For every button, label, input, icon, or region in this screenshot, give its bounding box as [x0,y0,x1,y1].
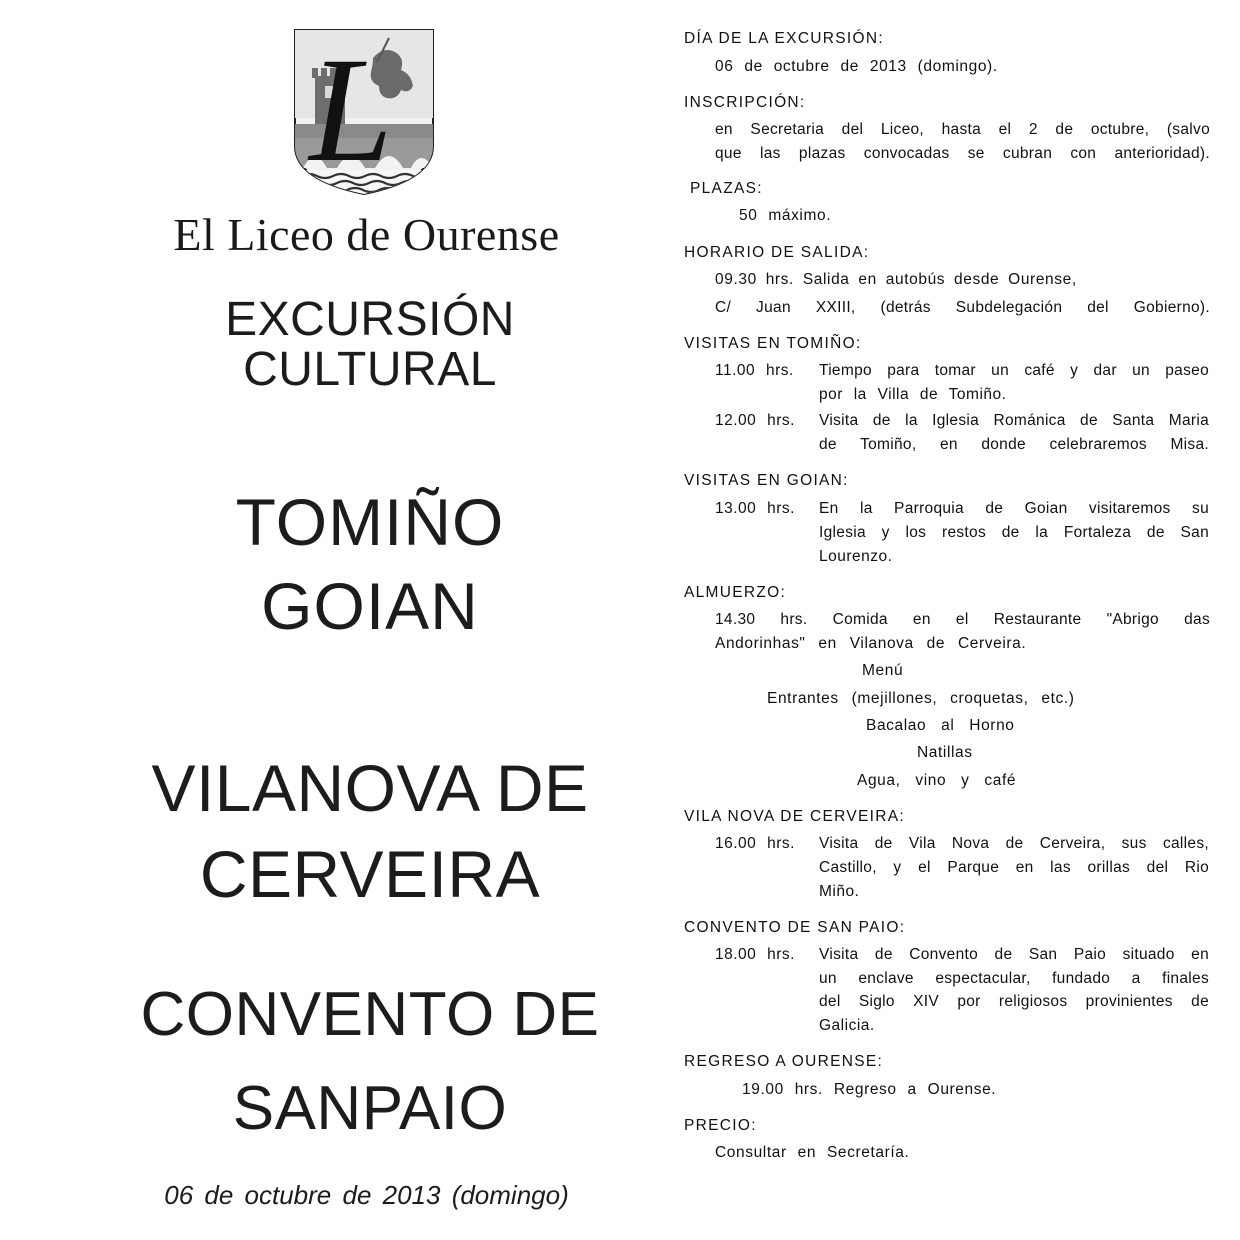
section-heading-tomino: VISITAS EN TOMIÑO: [684,335,862,352]
tomino-time-2: 12.00 hrs. [715,412,795,429]
convento-line-4: Galicia. [819,1017,875,1034]
destination-line: SANPAIO [232,1074,508,1143]
section-heading-almuerzo: ALMUERZO: [684,584,787,601]
horario-line-1: 09.30 hrs. Salida en autobús desde Ourense, [715,271,1077,288]
tomino-item1-line-2: por la Villa de Tomiño. [819,386,1007,403]
crest-emblem-icon [293,28,435,196]
menu-item: Natillas [917,744,973,761]
goian-line-3: Lourenzo. [819,548,893,565]
section-heading-regreso: REGRESO A OURENSE: [684,1053,884,1070]
destination-line: VILANOVA DE [151,751,589,825]
title-line-2: CULTURAL [243,343,497,396]
convento-line-2: un enclave espectacular, fundado a finales [819,970,1209,987]
inscripcion-line-2: que las plazas convocadas se cubran con anterioridad). [715,145,1210,162]
regreso-text: 19.00 hrs. Regreso a Ourense. [742,1081,997,1098]
section-heading-inscripcion: INSCRIPCIÓN: [684,94,806,111]
tomino-item1-line-1: Tiempo para tomar un café y dar un paseo [819,362,1209,379]
menu-item: Entrantes (mejillones, croquetas, etc.) [767,690,1075,707]
destination-line: CONVENTO DE [140,980,600,1049]
goian-line-2: Iglesia y los restos de la Fortaleza de San [819,524,1209,541]
destination-line: GOIAN [261,569,479,643]
precio-text: Consultar en Secretaría. [715,1144,910,1161]
convento-line-1: Visita de Convento de San Paio situado en [819,946,1209,963]
menu-item: Agua, vino y café [857,772,1017,789]
destination-convento [0,968,740,1156]
destination-vilanova [0,745,740,917]
convento-time: 18.00 hrs. [715,946,795,963]
section-heading-plazas: PLAZAS: [690,180,763,197]
section-heading-dia: DÍA DE LA EXCURSIÓN: [684,30,884,47]
footer-date: 06 de octubre de 2013 (domingo) [164,1180,569,1210]
dia-text: 06 de octubre de 2013 (domingo). [715,58,998,75]
cerveira-line-2: Castillo, y el Parque en las orillas del Rio [819,859,1209,876]
menu-item: Bacalao al Horno [866,717,1015,734]
section-heading-cerveira: VILA NOVA DE CERVEIRA: [684,808,905,825]
convento-line-3: del Siglo XIV por religiosos provinientes de [819,993,1209,1010]
details-column [684,0,1224,1240]
plazas-text: 50 máximo. [739,207,832,224]
destination-line: CERVEIRA [199,837,541,911]
destination-tomino-goian [0,480,740,648]
inscripcion-line-1: en Secretaria del Liceo, hasta el 2 de octubre, (salvo [715,121,1210,138]
tomino-item2-line-2: de Tomiño, en donde celebraremos Misa. [819,436,1209,453]
section-heading-precio: PRECIO: [684,1117,757,1134]
organization-name: El Liceo de Ourense [173,209,560,260]
crest-monogram: L [309,28,393,193]
excursion-title [0,295,740,395]
cerveira-line-1: Visita de Vila Nova de Cerveira, sus calles, [819,835,1209,852]
title-line-1: EXCURSIÓN [225,293,515,346]
destination-line: TOMIÑO [235,485,505,559]
horario-line-2: C/ Juan XXIII, (detrás Subdelegación del Gobierno). [715,299,1210,316]
goian-line-1: En la Parroquia de Goian visitaremos su [819,500,1209,517]
section-heading-goian: VISITAS EN GOIAN: [684,472,849,489]
menu-title: Menú [862,662,904,679]
tomino-time-1: 11.00 hrs. [715,362,794,379]
almuerzo-line-2: Andorinhas" en Vilanova de Cerveira. [715,635,1027,652]
cerveira-line-3: Miño. [819,883,860,900]
almuerzo-line-1: 14.30 hrs. Comida en el Restaurante "Abrigo das [715,611,1210,628]
goian-time: 13.00 hrs. [715,500,795,517]
section-heading-convento: CONVENTO DE SAN PAIO: [684,919,906,936]
cerveira-time: 16.00 hrs. [715,835,795,852]
tomino-item2-line-1: Visita de la Iglesia Románica de Santa Maria [819,412,1209,429]
section-heading-horario: HORARIO DE SALIDA: [684,244,870,261]
